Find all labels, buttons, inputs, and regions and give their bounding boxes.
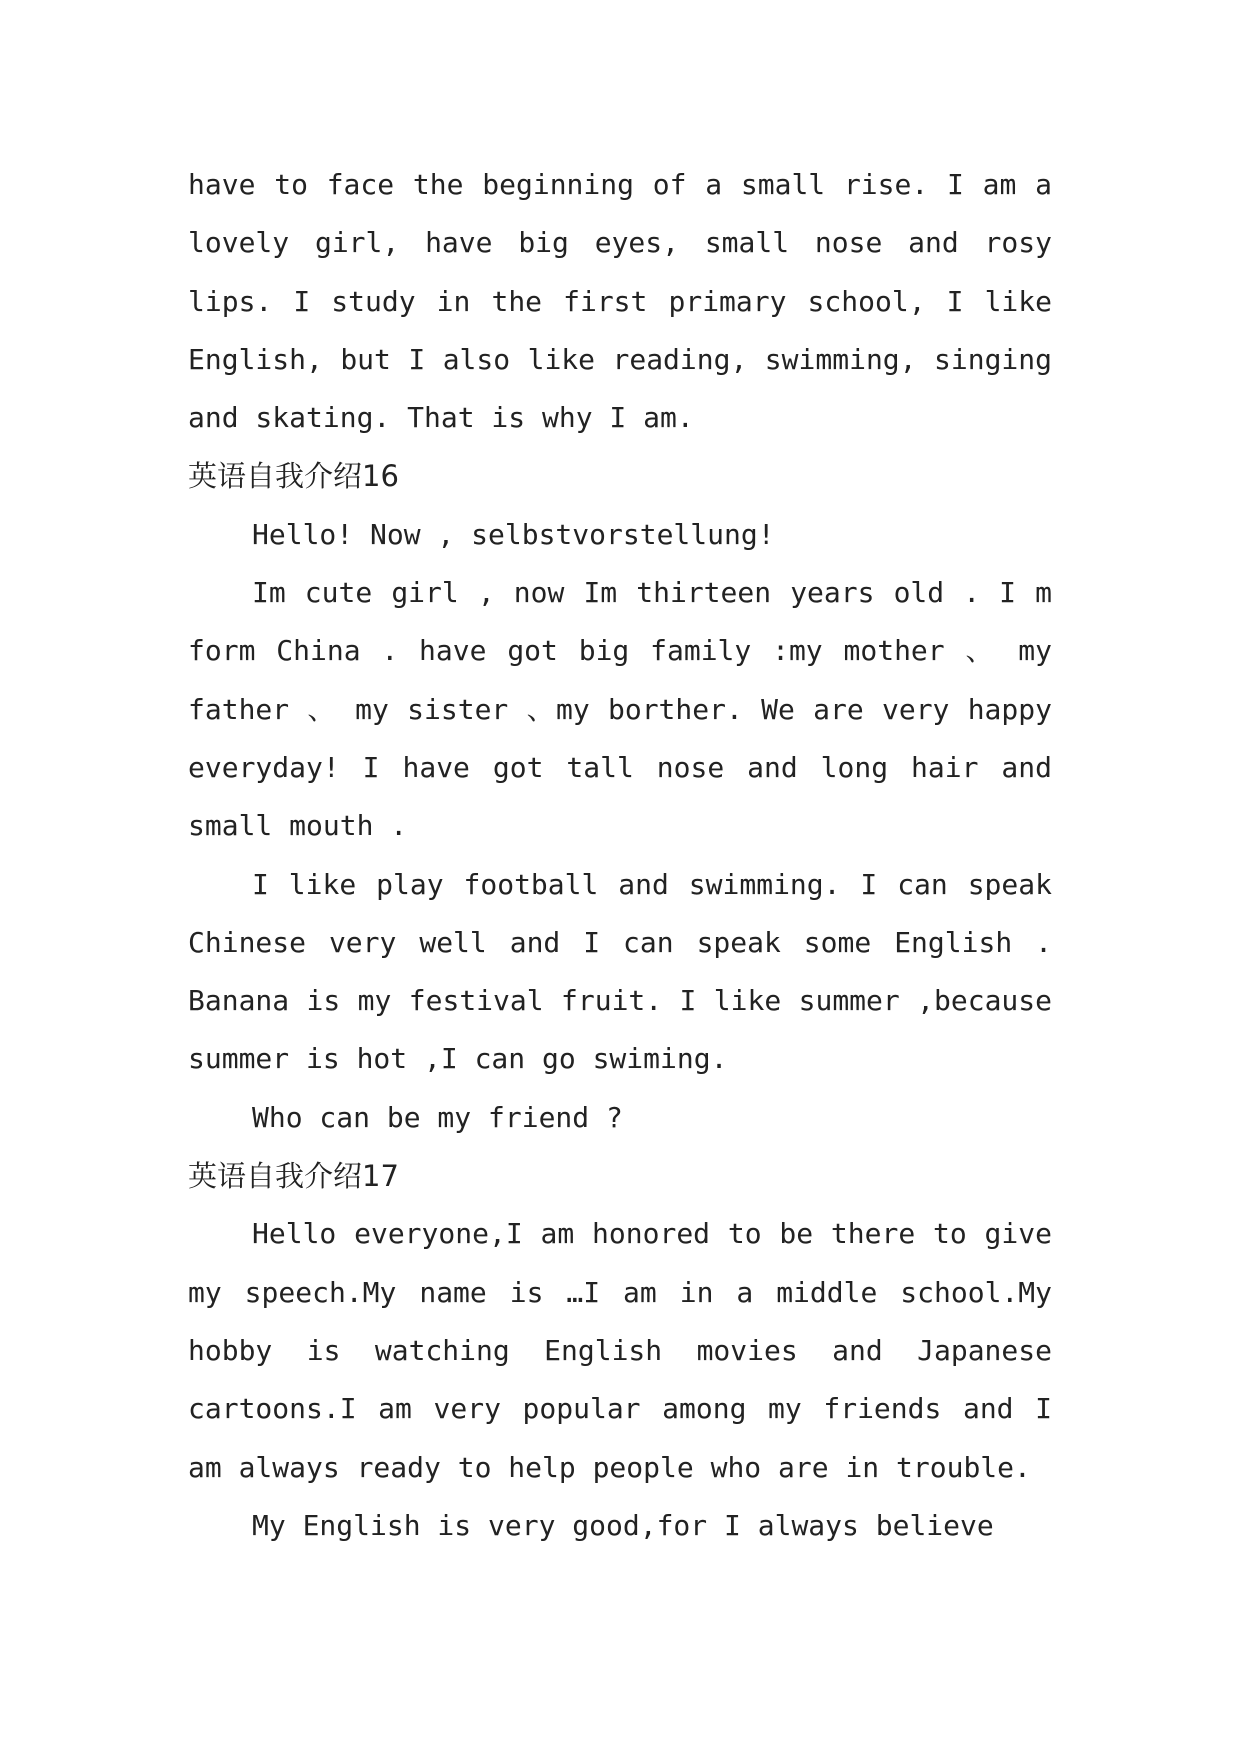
section-17-paragraph-2: My English is very good,for I always believe — [252, 1508, 994, 1542]
section-17 — [188, 1147, 1052, 1555]
document-page — [188, 156, 1052, 1555]
section-16-greeting: Hello! Now , selbstvorstellung! — [252, 517, 775, 551]
section-16-paragraph-1: Im cute girl , now Im thirteen years old . I m form China . have got big family :my mother 、 my father 、 my sister 、my borther. We are very happy everyday! I have got tall nose and long hair and small mouth . — [188, 576, 1052, 843]
continued-paragraph: have to face the beginning of a small rise. I am a lovely girl, have big eyes, small nose and rosy lips. I study in the first primary school, I like English, but I also like reading, swimming, singing and skating. That is why I am. — [188, 168, 1052, 435]
section-17-paragraph-1: Hello everyone,I am honored to be there to give my speech.My name is …I am in a middle school.My hobby is watching English movies and Japanese cartoons.I am very popular among my friends and I am always ready to help people who are in trouble. — [188, 1217, 1052, 1484]
section-16-heading: 英语自我介绍16 — [188, 459, 399, 494]
section-16-closing: Who can be my friend ? — [252, 1100, 623, 1134]
section-16 — [188, 447, 1052, 1147]
section-16-paragraph-2: I like play football and swimming. I can speak Chinese very well and I can speak some English . Banana is my festival fruit. I like summer ,because summer is hot ,I can go swiming. — [188, 867, 1052, 1076]
section-17-heading: 英语自我介绍17 — [188, 1159, 399, 1194]
